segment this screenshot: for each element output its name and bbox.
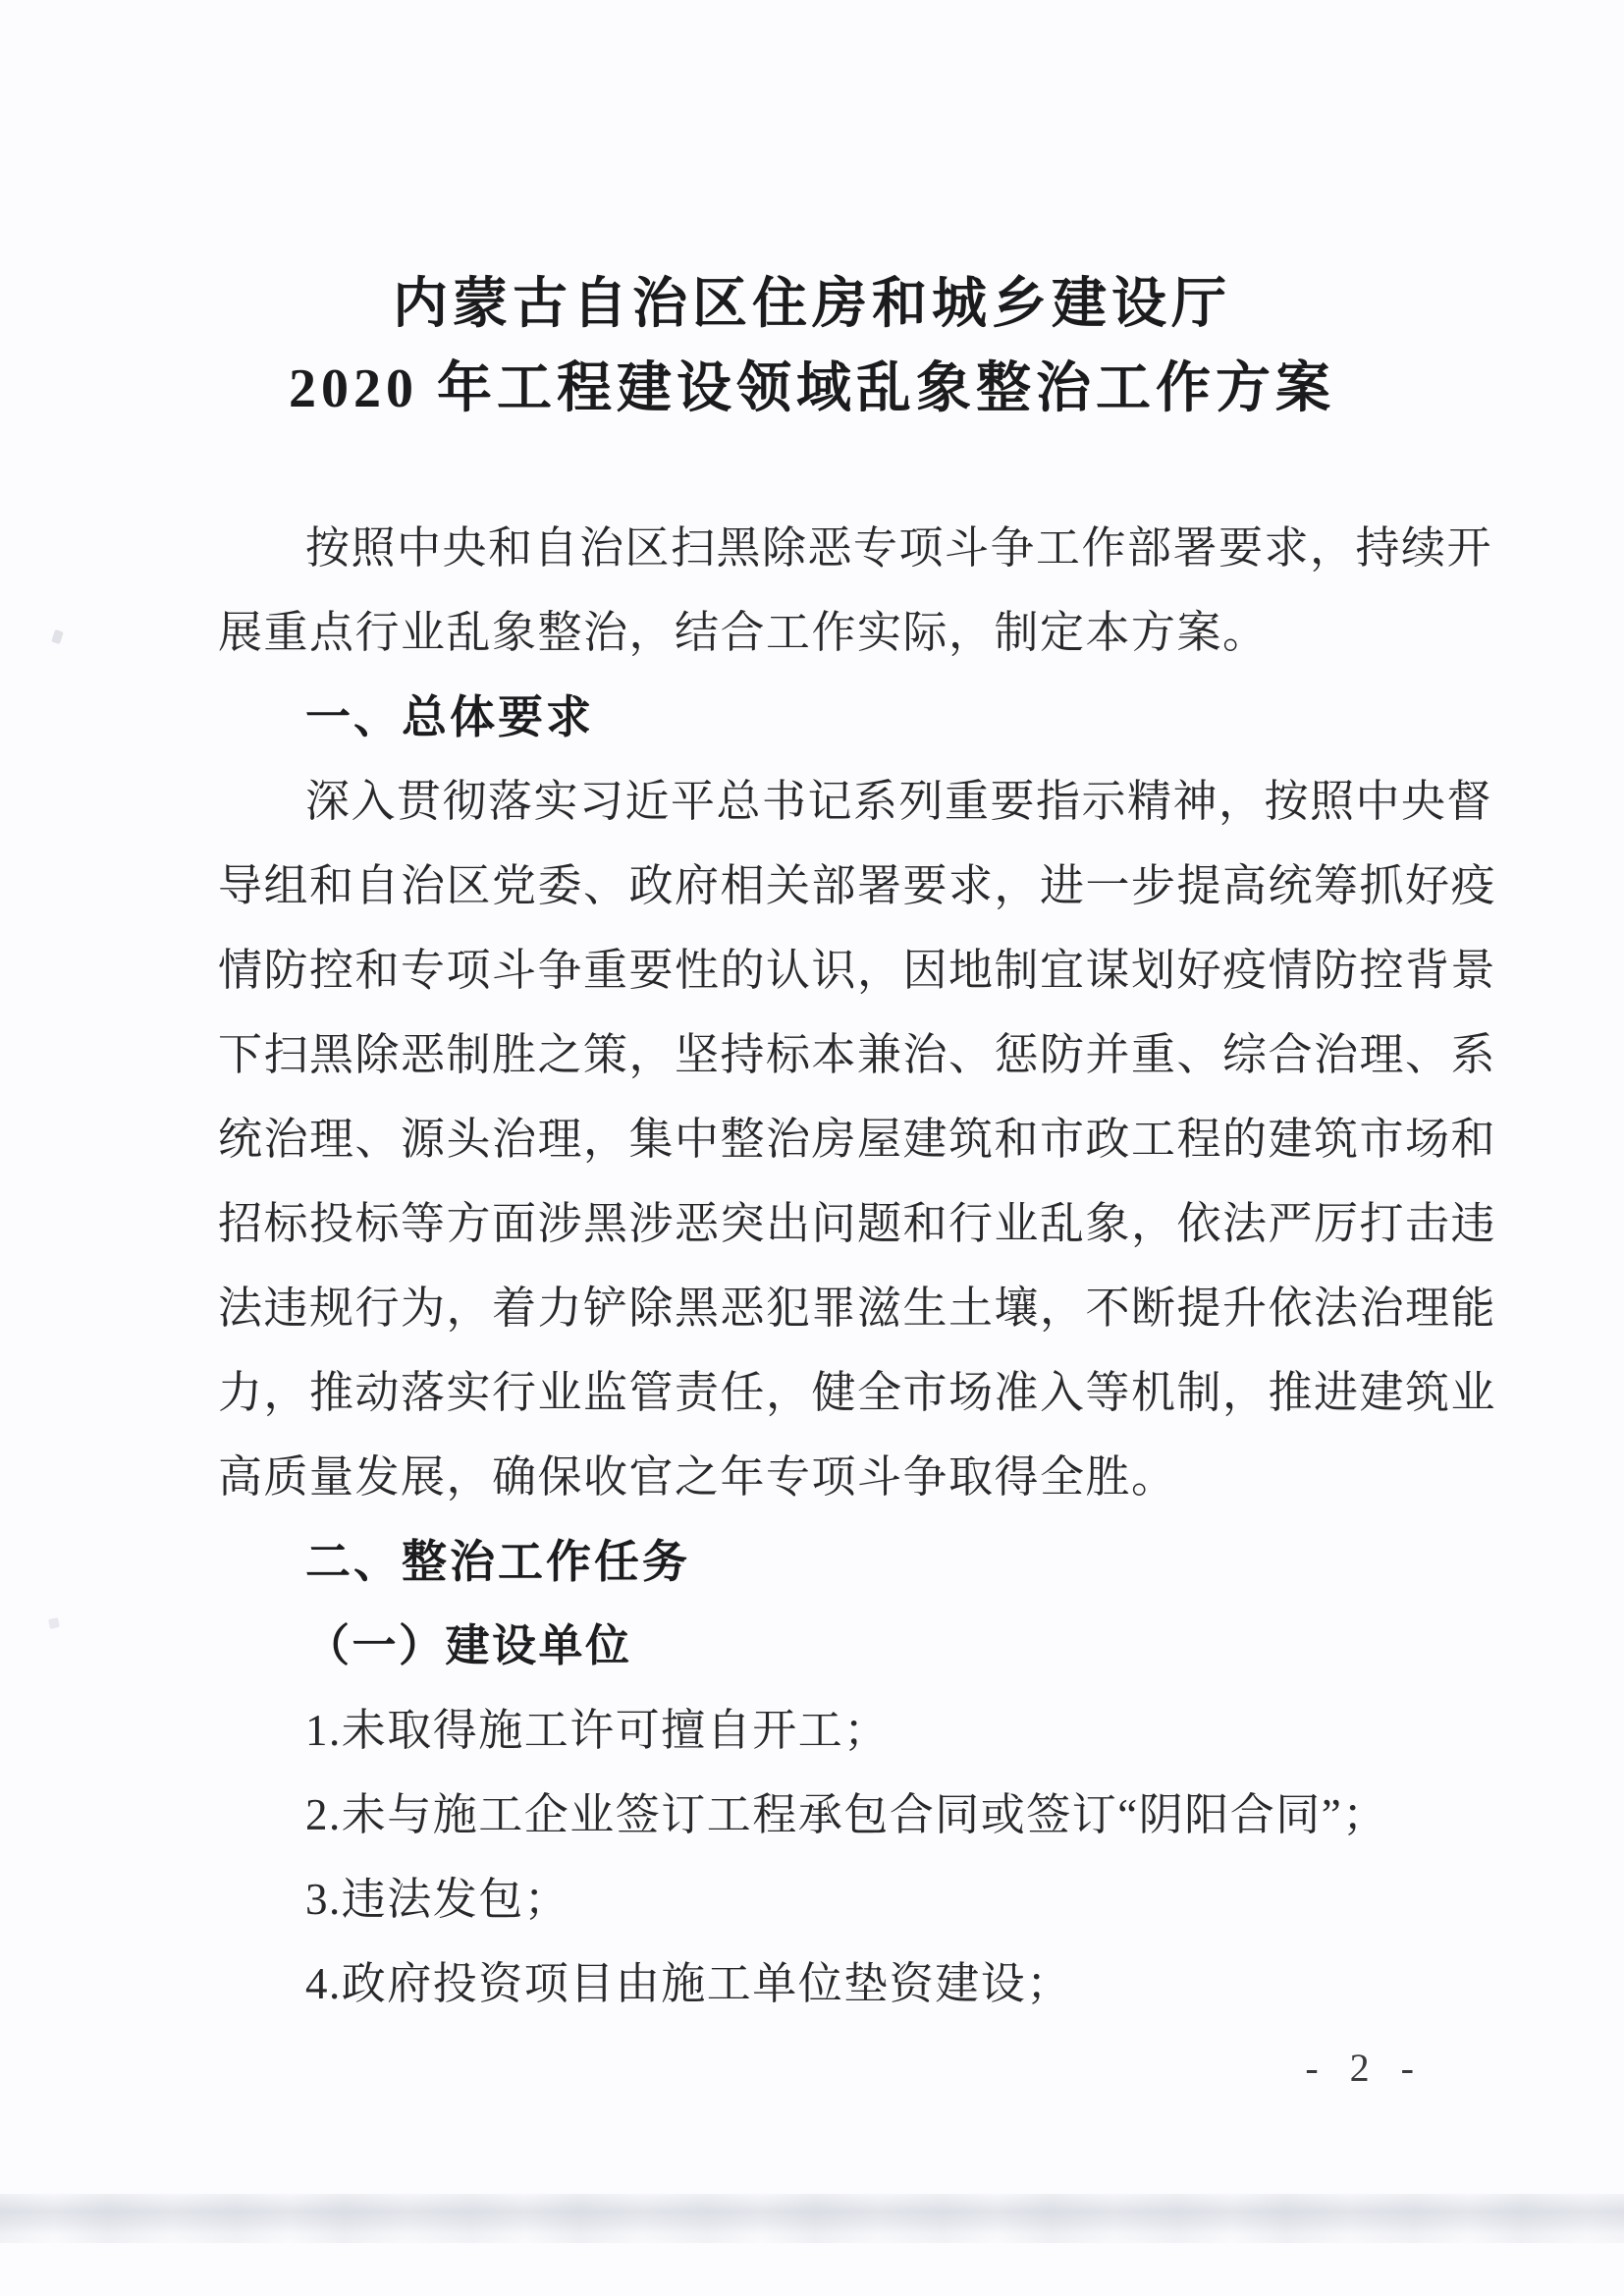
subsection1-heading: （一）建设单位 — [305, 1621, 632, 1670]
document-body — [218, 506, 1497, 2026]
section1-heading: 一、总体要求 — [305, 691, 594, 742]
section1-line-1: 深入贯彻落实习近平总书记系列重要指示精神，按照中央督 — [305, 777, 1493, 826]
scan-edge-artifact — [0, 2194, 1624, 2243]
intro-line-1: 按照中央和自治区扫黑除恶专项斗争工作部署要求，持续开 — [305, 523, 1493, 573]
section1-line-9: 高质量发展，确保收官之年专项斗争取得全胜。 — [218, 1452, 1177, 1502]
section1-line-3: 情防控和专项斗争重要性的认识，因地制宜谋划好疫情防控背景 — [218, 946, 1497, 995]
section1-line-7: 法违规行为，着力铲除黑恶犯罪滋生土壤，不断提升依法治理能 — [218, 1284, 1497, 1333]
list-item-2: 2.未与施工企业签订工程承包合同或签订“阴阳合同”； — [305, 1790, 1388, 1839]
section1-line-5: 统治理、源头治理，集中整治房屋建筑和市政工程的建筑市场和 — [218, 1115, 1497, 1164]
page-number: - 2 - — [1305, 2046, 1418, 2090]
section1-line-4: 下扫黑除恶制胜之策，坚持标本兼治、惩防并重、综合治理、系 — [218, 1030, 1497, 1079]
scan-speckle — [51, 629, 64, 644]
section1-line-6: 招标投标等方面涉黑涉恶突出问题和行业乱象，依法严厉打击违 — [218, 1199, 1497, 1248]
list-item-3: 3.违法发包； — [305, 1875, 570, 1924]
section1-line-8: 力，推动落实行业监管责任，健全市场准入等机制，推进建筑业 — [218, 1368, 1497, 1417]
document-title-line-2: 2020 年工程建设领域乱象整治工作方案 — [289, 358, 1335, 419]
document-title-line-1: 内蒙古自治区住房和城乡建设厅 — [393, 274, 1231, 335]
list-item-1: 1.未取得施工许可擅自开工； — [305, 1706, 890, 1755]
scan-speckle — [48, 1617, 60, 1629]
document-title — [0, 263, 1624, 432]
section1-line-2: 导组和自治区党委、政府相关部署要求，进一步提高统筹抓好疫 — [218, 861, 1497, 910]
section2-heading: 二、整治工作任务 — [305, 1536, 690, 1587]
intro-line-2: 展重点行业乱象整治，结合工作实际，制定本方案。 — [218, 608, 1269, 657]
list-item-4: 4.政府投资项目由施工单位垫资建设； — [305, 1959, 1072, 2008]
